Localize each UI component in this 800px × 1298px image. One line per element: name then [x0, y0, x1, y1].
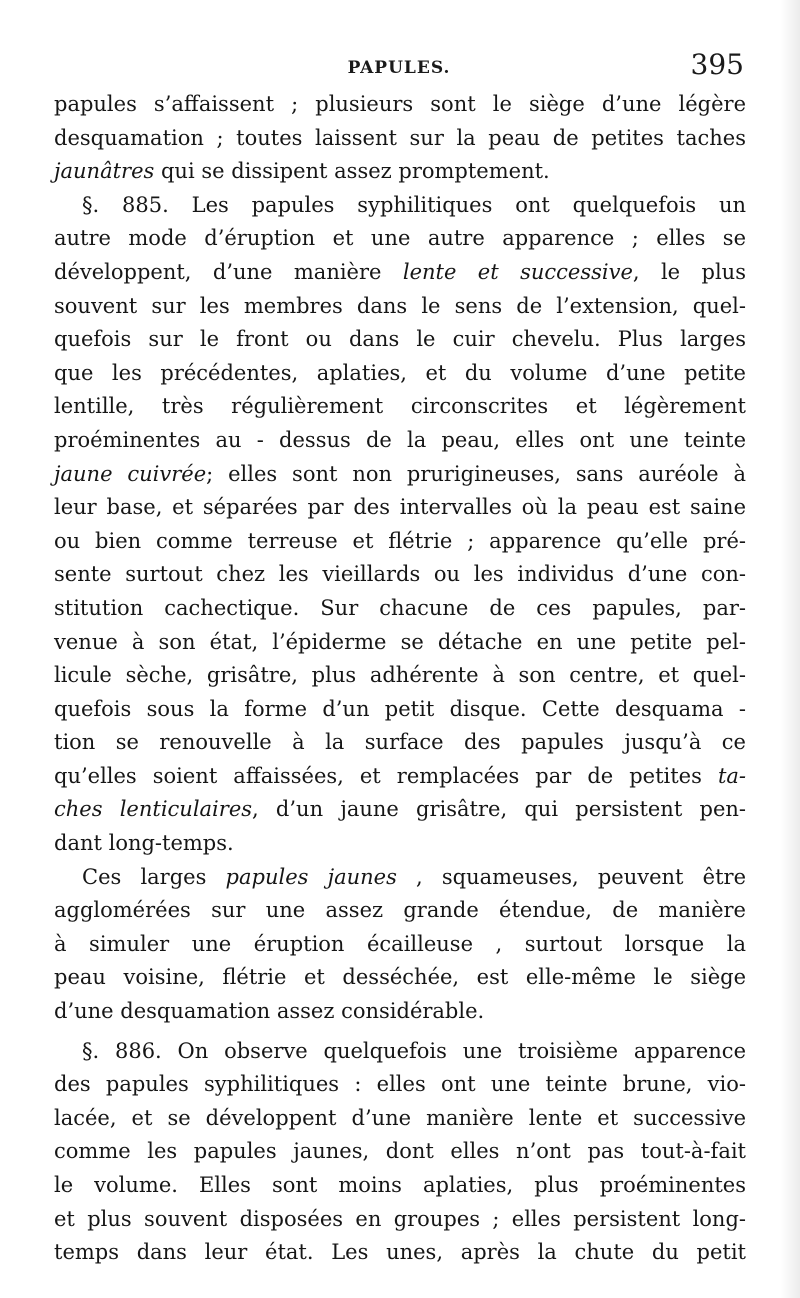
text-line	[54, 290, 746, 324]
text-line	[54, 1102, 746, 1136]
text-line	[54, 525, 746, 559]
text-run: , d’un jaune grisâtre, qui persistent pen-	[252, 797, 746, 822]
italic-text: jaunâtres	[54, 159, 155, 184]
text-line	[54, 961, 746, 995]
text-line	[54, 1169, 746, 1203]
text-line	[54, 1035, 746, 1069]
text-line	[54, 189, 746, 223]
body-text	[54, 88, 746, 1270]
text-run: agglomérées sur une assez grande étendue, de manière	[54, 898, 746, 923]
text-line	[54, 760, 746, 794]
text-run: licule sèche, grisâtre, plus adhérente à son centre, et quel-	[54, 663, 746, 688]
text-run: comme les papules jaunes, dont elles n’ont pas tout-à-fait	[54, 1139, 746, 1164]
text-line	[54, 424, 746, 458]
text-run: qui se dissipent assez promptement.	[154, 159, 550, 184]
text-run: quefois sur le front ou dans le cuir chevelu. Plus larges	[54, 327, 746, 352]
text-line	[54, 827, 746, 861]
text-line	[54, 491, 746, 525]
text-line	[54, 1203, 746, 1237]
text-line	[54, 323, 746, 357]
text-run: peau voisine, flétrie et desséchée, est elle-même le siège	[54, 965, 746, 990]
text-run: §. 886. On observe quelquefois une troisième apparence	[82, 1038, 746, 1063]
text-run: autre mode d’éruption et une autre apparence ; elles se	[54, 226, 746, 251]
text-run: lacée, et se développent d’une manière lente et successive	[54, 1105, 746, 1130]
text-line	[54, 222, 746, 256]
text-run: souvent sur les membres dans le sens de l’extension, quel-	[54, 293, 746, 318]
italic-text: ches lenticulaires	[54, 797, 253, 822]
text-line	[54, 1236, 746, 1270]
text-run: tion se renouvelle à la surface des papules jusqu’à ce	[54, 730, 746, 755]
italic-text: lente et successive	[402, 259, 633, 284]
page-header	[54, 48, 744, 88]
page-number: 395	[690, 48, 744, 81]
text-run: ou bien comme terreuse et flétrie ; apparence qu’elle pré-	[54, 528, 746, 553]
text-run: papules s’affaissent ; plusieurs sont le siège d’une légère	[54, 92, 746, 116]
text-run: , le plus	[632, 259, 746, 284]
running-head: PAPULES.	[347, 58, 451, 78]
text-run: , squameuses, peuvent être	[396, 864, 746, 889]
text-line	[54, 592, 746, 626]
text-run: et plus souvent disposées en groupes ; elles persistent long-	[54, 1206, 746, 1231]
text-line	[54, 995, 746, 1029]
text-line	[54, 458, 746, 492]
text-run: d’une desquamation assez considérable.	[54, 999, 485, 1024]
text-line	[54, 793, 746, 827]
text-run: des papules syphilitiques : elles ont une teinte brune, vio-	[54, 1072, 746, 1097]
text-run: que les précédentes, aplaties, et du volume d’une petite	[54, 360, 746, 385]
text-run: venue à son état, l’épiderme se détache en une petite pel-	[54, 629, 746, 654]
text-run: stitution cachectique. Sur chacune de ces papules, par-	[54, 595, 746, 620]
text-run: quefois sous la forme d’un petit disque. Cette desquama -	[54, 696, 746, 721]
italic-text: papules jaunes	[225, 864, 397, 889]
text-line	[54, 726, 746, 760]
text-line	[54, 558, 746, 592]
text-line	[54, 693, 746, 727]
scan-edge-shadow	[780, 0, 800, 1298]
text-line	[54, 894, 746, 928]
text-run: le volume. Elles sont moins aplaties, plus proéminentes	[54, 1173, 746, 1197]
text-run: lentille, très régulièrement circonscrites et légèrement	[54, 394, 746, 419]
text-line	[54, 155, 746, 189]
text-run: ; elles sont non prurigineuses, sans auréole à	[206, 461, 746, 486]
text-line	[54, 659, 746, 693]
text-line	[54, 928, 746, 962]
text-line	[54, 122, 746, 156]
text-line	[54, 390, 746, 424]
text-line	[54, 88, 746, 122]
text-line	[54, 861, 746, 895]
text-line	[54, 1135, 746, 1169]
text-run: Ces larges	[82, 864, 226, 889]
text-run: §. 885. Les papules syphilitiques ont quelquefois un	[82, 192, 746, 217]
text-run: proéminentes au - dessus de la peau, elles ont une teinte	[54, 427, 746, 452]
text-run: sente surtout chez les vieillards ou les individus d’une con-	[54, 562, 746, 587]
italic-text: ta-	[717, 763, 746, 788]
text-line	[54, 626, 746, 660]
italic-text: jaune cuivrée	[54, 461, 207, 486]
text-run: développent, d’une manière	[54, 259, 403, 284]
text-line	[54, 1068, 746, 1102]
text-run: desquamation ; toutes laissent sur la peau de petites taches	[54, 125, 746, 150]
text-line	[54, 256, 746, 290]
text-run: qu’elles soient affaissées, et remplacées par de petites	[54, 763, 718, 788]
text-run: dant long-temps.	[54, 831, 234, 856]
text-run: leur base, et séparées par des intervalles où la peau est saine	[54, 495, 746, 520]
text-run: à simuler une éruption écailleuse , surtout lorsque la	[54, 931, 746, 956]
text-line	[54, 357, 746, 391]
text-run: temps dans leur état. Les unes, après la chute du petit	[54, 1240, 746, 1265]
